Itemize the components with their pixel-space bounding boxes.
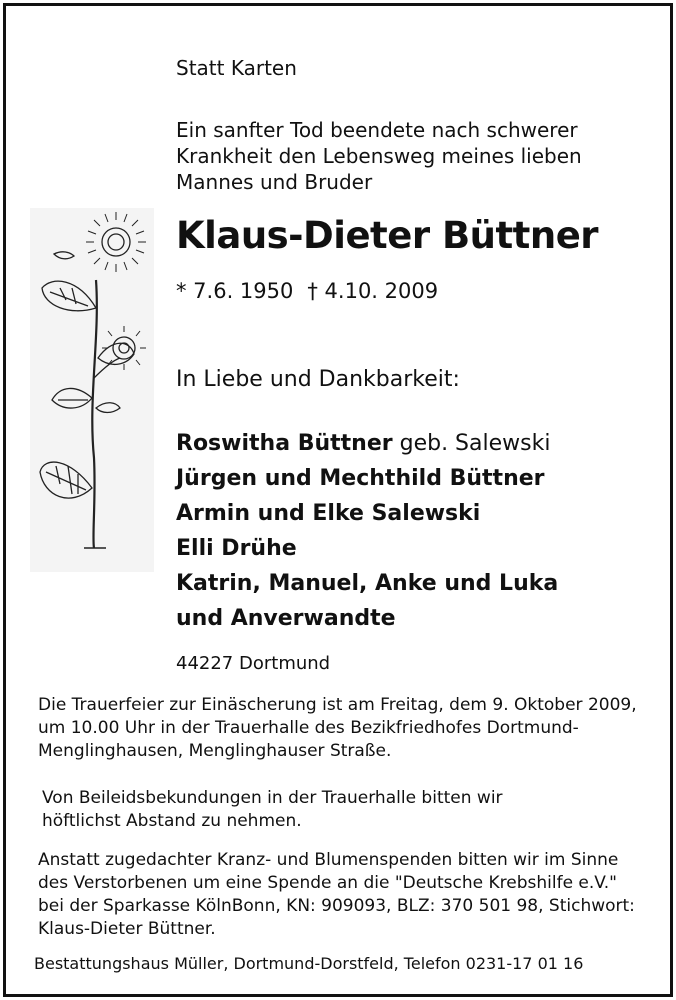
- condolence-line: höftlichst Abstand zu nehmen.: [42, 811, 302, 831]
- funeral-line: Die Trauerfeier zur Einäscherung ist am Freitag, dem 9. Oktober 2009,: [38, 695, 637, 715]
- intro-line: Krankheit den Lebensweg meines lieben: [176, 144, 582, 168]
- funeral-line: um 10.00 Uhr in der Trauerhalle des Bezikfriedhofes Dortmund-: [38, 718, 579, 738]
- donation-line: Anstatt zugedachter Kranz- und Blumenspenden bitten wir im Sinne: [38, 850, 619, 870]
- funeral-line: Menglinghausen, Menglinghauser Straße.: [38, 741, 392, 761]
- birth-date: * 7.6. 1950: [176, 279, 294, 303]
- mourner-note: geb. Salewski: [392, 431, 551, 456]
- statt-karten-text: Statt Karten: [176, 56, 297, 80]
- mourner-line: [176, 426, 558, 461]
- donation-line: des Verstorbenen um eine Spende an die "Deutsche Krebshilfe e.V.": [38, 873, 617, 893]
- sunflower-drawing-icon: [30, 208, 154, 572]
- funeral-home-footer: Bestattungshaus Müller, Dortmund-Dorstfeld, Telefon 0231-17 01 16: [34, 954, 584, 973]
- donation-paragraph: [38, 849, 635, 941]
- mourner-line: Jürgen und Mechthild Büttner: [176, 466, 545, 491]
- deceased-name: Klaus-Dieter Büttner: [176, 214, 599, 257]
- mourner-name: Roswitha Büttner: [176, 431, 393, 456]
- condolence-paragraph: [42, 787, 503, 833]
- death-date: † 4.10. 2009: [307, 279, 439, 303]
- donation-line: Klaus-Dieter Büttner.: [38, 919, 216, 939]
- intro-line: Mannes und Bruder: [176, 170, 373, 194]
- mourner-line: und Anverwandte: [176, 606, 396, 631]
- mourner-line: Armin und Elke Salewski: [176, 501, 481, 526]
- intro-line: Ein sanfter Tod beendete nach schwerer: [176, 118, 578, 142]
- dedication-text: In Liebe und Dankbarkeit:: [176, 367, 460, 392]
- mourner-line: Elli Drühe: [176, 536, 297, 561]
- intro-text: [176, 117, 582, 195]
- funeral-paragraph: [38, 694, 637, 763]
- life-dates: [176, 279, 438, 303]
- city-text: 44227 Dortmund: [176, 653, 331, 674]
- mourner-line: Katrin, Manuel, Anke und Luka: [176, 571, 559, 596]
- condolence-line: Von Beileidsbekundungen in der Trauerhalle bitten wir: [42, 788, 503, 808]
- mourners-list: [176, 426, 558, 636]
- donation-line: bei der Sparkasse KölnBonn, KN: 909093, BLZ: 370 501 98, Stichwort:: [38, 896, 635, 916]
